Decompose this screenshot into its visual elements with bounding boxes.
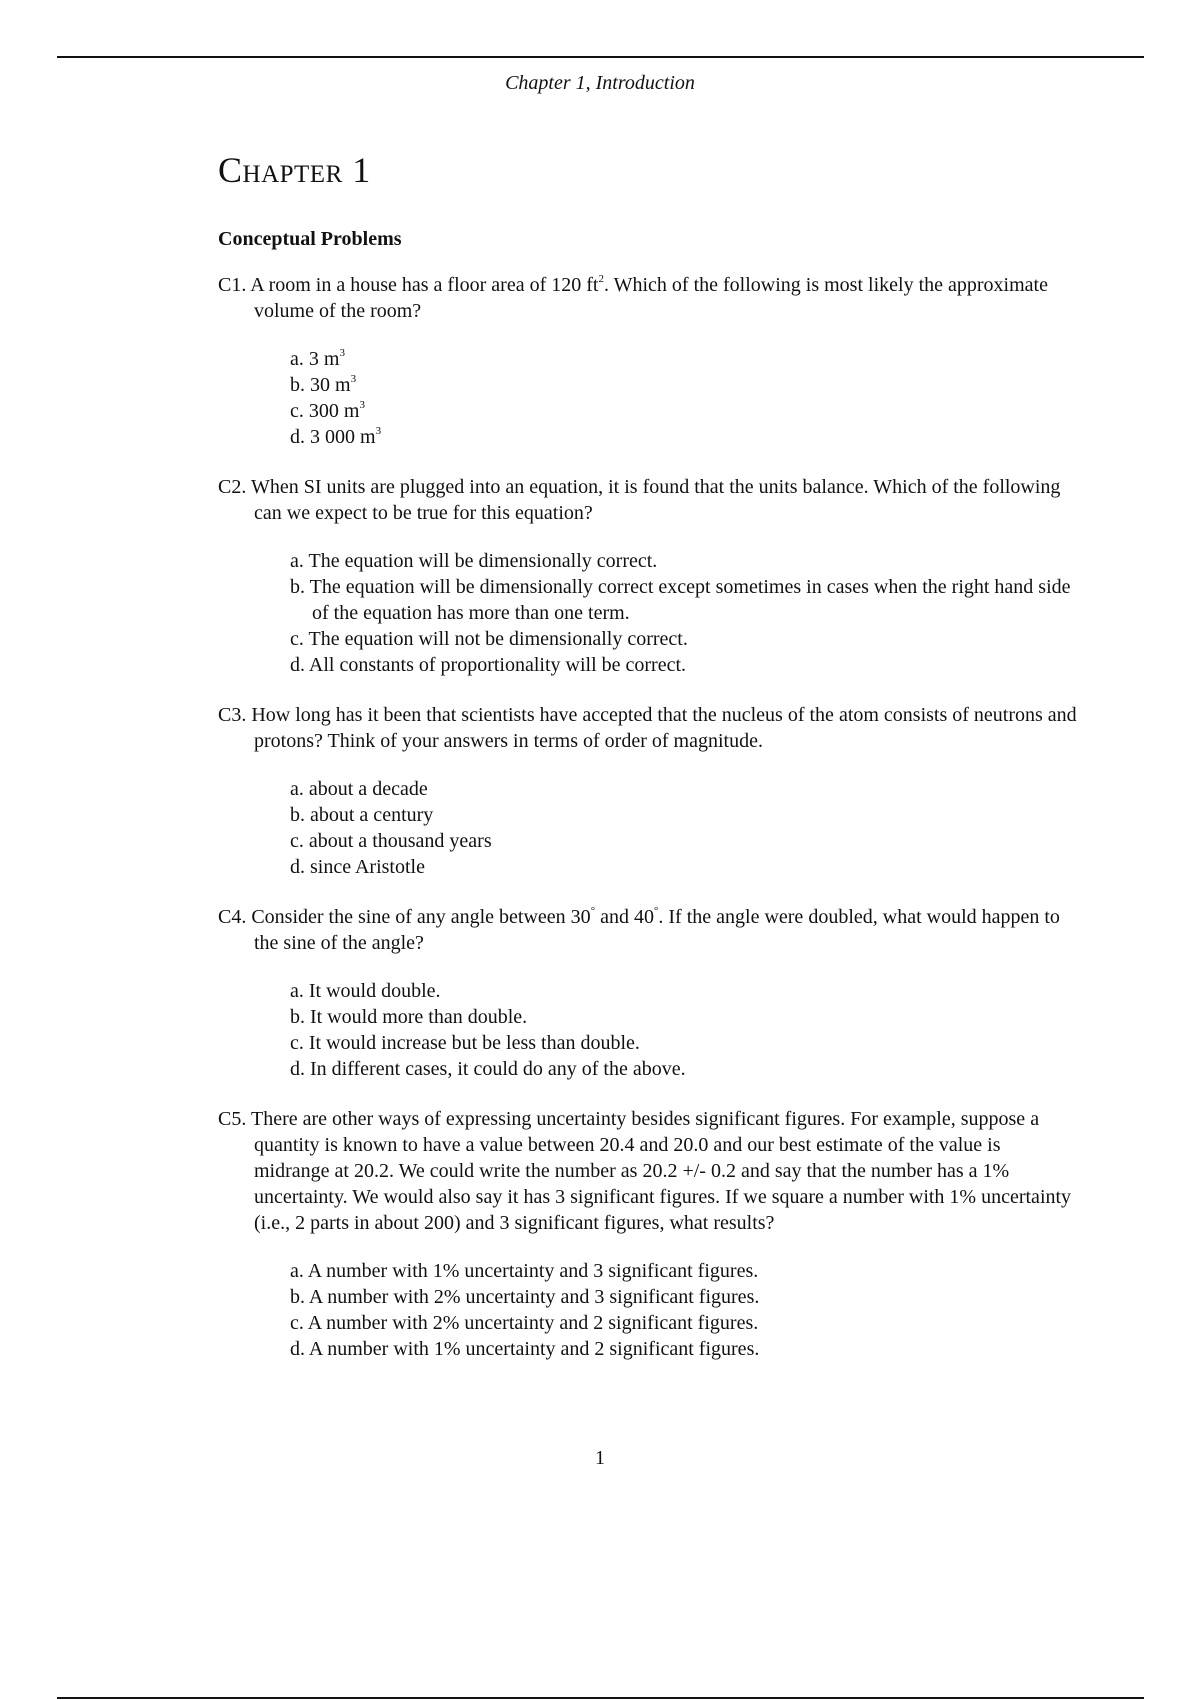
problem-c2 — [218, 474, 1078, 678]
option-c4-a: a. It would double. — [290, 980, 441, 1002]
question-c3: C3. How long has it been that scientists have accepted that the nucleus of the atom consists of neutrons and protons? Think of your answers in terms of order of magnitude. — [218, 704, 1077, 752]
option-text: c. 300 m — [290, 400, 360, 422]
question-c1-text-rest: . Which of the following is most likely the approximate volume of the room? — [254, 274, 1048, 322]
page-content — [218, 146, 1078, 1386]
degree-superscript-2: ° — [653, 905, 659, 917]
options-c2 — [218, 548, 1078, 678]
option-c1-c — [290, 398, 1078, 424]
question-c4-text-3: . If the angle were doubled, what would happen to the sine of the angle? — [254, 906, 1060, 954]
question-c1 — [218, 272, 1078, 324]
option-c1-a — [290, 346, 1078, 372]
options-c4 — [218, 978, 1078, 1082]
question-c4-text-1: C4. Consider the sine of any angle between 30 — [218, 906, 591, 928]
option-c3-c: c. about a thousand years — [290, 830, 492, 852]
option-c3-b: b. about a century — [290, 804, 434, 826]
option-superscript: 3 — [339, 347, 345, 359]
option-superscript: 3 — [375, 425, 382, 437]
option-c5-d: d. A number with 1% uncertainty and 2 significant figures. — [290, 1338, 760, 1360]
degree-superscript-1: ° — [590, 905, 596, 917]
option-superscript: 3 — [350, 373, 357, 385]
option-c4-d: d. In different cases, it could do any of the above. — [290, 1058, 686, 1080]
option-c2-c: c. The equation will not be dimensionally correct. — [290, 628, 688, 650]
option-c3-d: d. since Aristotle — [290, 856, 425, 878]
page-number: 1 — [595, 1447, 605, 1469]
running-header: Chapter 1, Introduction — [505, 72, 695, 94]
option-c1-b — [290, 372, 1078, 398]
options-c3 — [218, 776, 1078, 880]
problem-c1 — [218, 272, 1078, 450]
option-text: b. 30 m — [290, 374, 351, 396]
problem-c4 — [218, 904, 1078, 1082]
option-c5-b: b. A number with 2% uncertainty and 3 significant figures. — [290, 1286, 760, 1308]
question-c2: C2. When SI units are plugged into an equation, it is found that the units balance. Which of the following can we expect to be true for this equation? — [218, 476, 1061, 524]
section-heading: Conceptual Problems — [218, 228, 402, 250]
problem-c3 — [218, 702, 1078, 880]
question-c4-text-2: and 40 — [595, 906, 654, 928]
options-c5 — [218, 1258, 1078, 1362]
option-superscript: 3 — [359, 399, 365, 411]
header-rule — [57, 56, 1144, 58]
option-c2-b: b. The equation will be dimensionally correct except sometimes in cases when the right hand side of the equation has more than one term. — [290, 576, 1071, 624]
question-c5: C5. There are other ways of expressing uncertainty besides significant figures. For example, suppose a quantity is known to have a value between 20.4 and 20.0 and our best estimate of the value is midrange at 20.2. We could write the number as 20.2 +/- 0.2 and say that the number has a 1% uncertainty. We would also say it has 3 significant figures. If we square a number with 1% uncertainty (i.e., 2 parts in about 200) and 3 significant figures, what results? — [218, 1108, 1072, 1234]
option-text: a. 3 m — [290, 348, 340, 370]
problem-c5 — [218, 1106, 1078, 1362]
option-c3-a: a. about a decade — [290, 778, 428, 800]
option-c4-c: c. It would increase but be less than double. — [290, 1032, 640, 1054]
option-c1-d — [290, 424, 1078, 450]
option-c5-c: c. A number with 2% uncertainty and 2 significant figures. — [290, 1312, 759, 1334]
option-c4-b: b. It would more than double. — [290, 1006, 528, 1028]
option-text: d. 3 000 m — [290, 426, 376, 448]
option-c2-a: a. The equation will be dimensionally correct. — [290, 550, 658, 572]
footer-rule — [57, 1697, 1144, 1699]
question-c1-text: C1. A room in a house has a floor area of 120 ft — [218, 274, 599, 296]
options-c1 — [218, 346, 1078, 450]
option-c5-a: a. A number with 1% uncertainty and 3 significant figures. — [290, 1260, 759, 1282]
question-c4 — [218, 904, 1078, 956]
option-c2-d: d. All constants of proportionality will be correct. — [290, 654, 687, 676]
chapter-title: Chapter 1 — [218, 150, 371, 190]
question-c1-superscript: 2 — [598, 273, 604, 285]
